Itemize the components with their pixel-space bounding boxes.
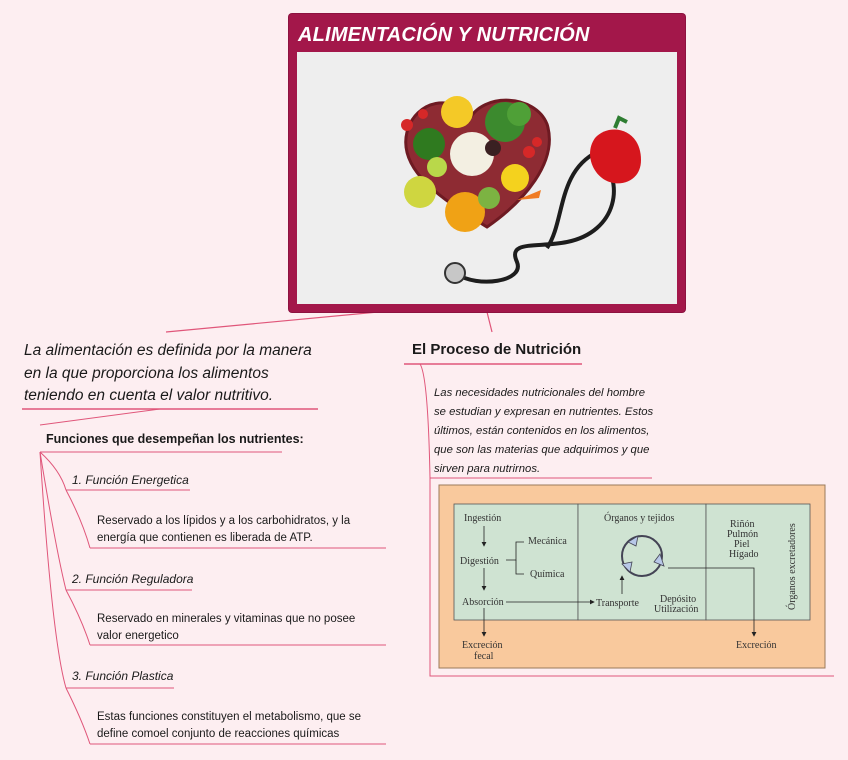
label-organos-excretadores: Órganos excretadores: [787, 523, 798, 610]
label-organos-tejidos: Órganos y tejidos: [604, 513, 675, 524]
label-ingestion: Ingestión: [464, 513, 502, 524]
label-utilizacion: Utilización: [654, 604, 699, 615]
label-excrecion-fecal-2: fecal: [474, 651, 494, 662]
process-title: El Proceso de Nutrición: [412, 341, 582, 358]
intro-text: La alimentación es definida por la manera en la que proporciona los alimentos teniendo en cuenta el valor nutritivo.: [24, 342, 312, 404]
label-deposito: Depósito: [660, 594, 697, 605]
label-excrecion-fecal-1: Excreción: [462, 640, 503, 651]
label-rinon: Riñón: [730, 519, 755, 530]
functions-heading: Funciones que desempeñan los nutrientes:: [46, 432, 304, 446]
label-piel: Piel: [734, 539, 750, 550]
function-reguladora-desc: Reservado en minerales y vitaminas que no posee valor energetico: [97, 613, 356, 642]
label-excrecion: Excreción: [736, 640, 777, 651]
function-energetica-desc: Reservado a los lípidos y a los carbohidratos, y la energía que contienen es liberada de ATP.: [97, 515, 351, 544]
process-text: Las necesidades nutricionales del hombre se estudian y expresan en nutrientes. Estos últimos, están contenidos en los alimentos, que son las materias que adquirimos y que sirven para nutrirnos.: [434, 387, 654, 475]
nutrition-process-diagram: [438, 484, 828, 670]
label-transporte: Transporte: [596, 598, 639, 609]
page-title: ALIMENTACIÓN Y NUTRICIÓN: [298, 24, 590, 46]
function-energetica-title: 1. Función Energetica: [72, 473, 189, 487]
function-plastica-desc: Estas funciones constituyen el metabolismo, que se define comoel conjunto de reacciones químicas: [97, 711, 362, 740]
function-plastica-title: 3. Función Plastica: [72, 669, 174, 683]
label-absorcion: Absorción: [462, 597, 504, 608]
label-mecanica: Mecánica: [528, 536, 567, 547]
label-higado: Hígado: [729, 549, 759, 560]
label-quimica: Química: [530, 569, 565, 580]
food-heart-photo: [297, 52, 677, 304]
function-reguladora-title: 2. Función Reguladora: [72, 572, 194, 586]
label-digestion: Digestión: [460, 556, 499, 567]
label-pulmon: Pulmón: [727, 529, 759, 540]
